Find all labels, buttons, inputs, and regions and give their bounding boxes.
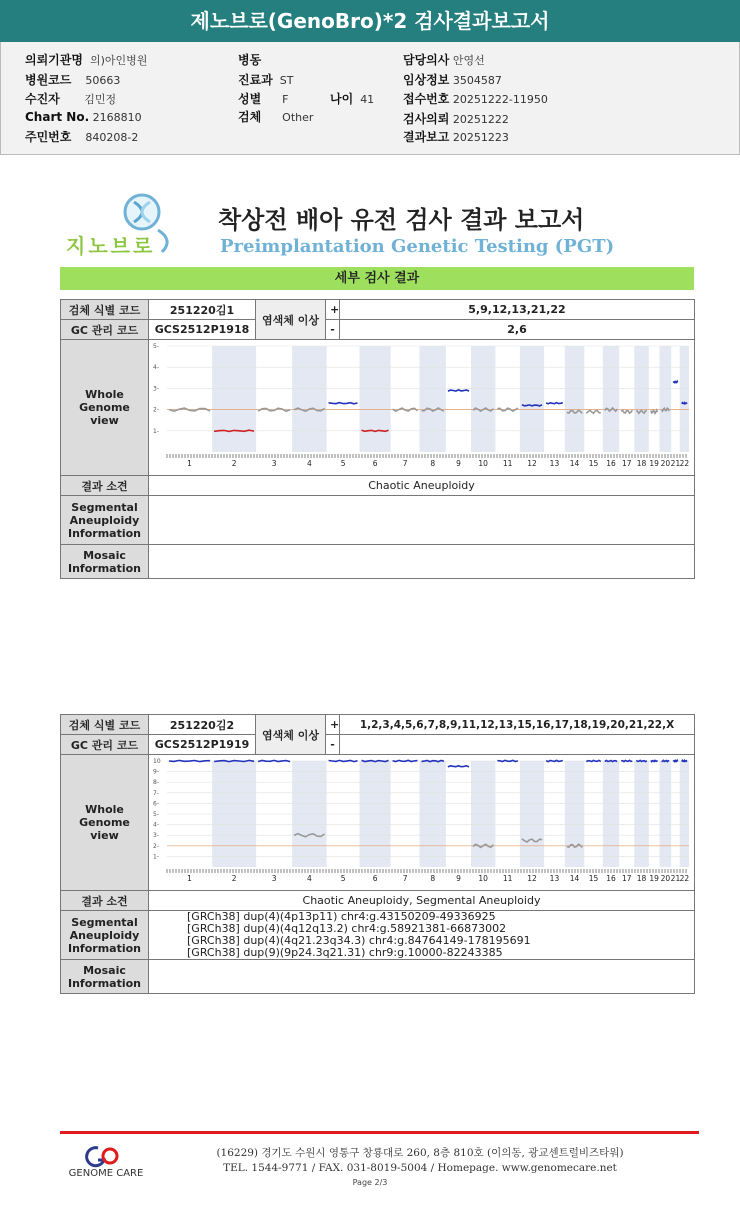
genome-view-chart-1 <box>149 340 694 472</box>
segmental-line: [GRCh38] dup(4)(4q12q13.2) chr4:g.58921381-66873002 <box>187 922 507 935</box>
segmental-line: [GRCh38] dup(9)(9p24.3q21.31) chr9:g.10000-82243385 <box>187 946 503 959</box>
info-institution: 의뢰기관명 의)아인병원 <box>25 53 148 67</box>
page-number: Page 2/3 <box>352 1178 388 1187</box>
chromosome-label: 5 <box>340 874 346 883</box>
chromosome-band <box>565 346 584 452</box>
label-result: 결과 소견 <box>61 476 149 496</box>
mosaic-info <box>149 960 695 994</box>
label-gc-code: GC 관리 코드 <box>61 735 149 755</box>
segmental-info <box>149 911 695 960</box>
genome-care-text: GENOME CARE <box>68 1168 144 1179</box>
segment-line <box>682 760 687 761</box>
segmental-line: [GRCh38] dup(4)(4q21.23q34.3) chr4:g.84764149-178195691 <box>187 934 531 947</box>
segment-line <box>621 410 632 413</box>
y-tick-label: 7- <box>153 789 159 797</box>
segment-line <box>636 760 647 761</box>
chromosome-band <box>360 346 391 452</box>
chromosome-label: 5 <box>340 459 346 468</box>
info-doctor: 담당의사 안영선 <box>403 53 485 67</box>
report-header-title: 제노브로(GenoBro)*2 검사결과보고서 <box>0 0 740 42</box>
y-tick-label: 5- <box>153 343 159 350</box>
chromosome-band <box>634 346 649 452</box>
label-mosaic: Mosaic Information <box>61 545 149 579</box>
chromosome-label: 7 <box>402 874 408 883</box>
segment-line <box>422 761 444 762</box>
label-result: 결과 소견 <box>61 891 149 911</box>
y-tick-label: 6- <box>153 800 159 808</box>
sample-id-value: 251220김2 <box>149 715 256 735</box>
gc-code-value: GCS2512P1919 <box>149 735 256 755</box>
chromosome-label: 16 <box>606 459 616 468</box>
chromosome-label: 1 <box>187 874 192 883</box>
segment-line <box>448 390 469 391</box>
chromosome-label: 21 <box>670 459 681 468</box>
genome-view-chart-2 <box>149 755 694 887</box>
chromosome-label: 18 <box>636 459 647 468</box>
y-tick-label: 4- <box>153 364 159 372</box>
label-wgv: Whole Genome view <box>61 755 149 891</box>
segment-line <box>497 760 518 761</box>
report-title-en: Preimplantation Genetic Testing (PGT) <box>220 236 615 257</box>
chromosome-label: 22 <box>679 459 690 468</box>
plus-sign: + <box>326 715 340 735</box>
info-clinical: 임상정보 3504587 <box>403 73 502 87</box>
info-age: 나이 41 <box>330 92 375 106</box>
loss-chromosomes <box>340 735 695 755</box>
genome-view-1 <box>149 340 695 476</box>
chromosome-label: 20 <box>660 459 671 468</box>
section-title: 세부 검사 결과 <box>60 267 694 290</box>
segment-line <box>448 766 469 767</box>
chromosome-label: 12 <box>527 874 537 883</box>
chromosome-band <box>603 346 619 452</box>
chromosome-label: 15 <box>588 874 599 883</box>
segment-line <box>673 381 678 382</box>
report-title-ko: 착상전 배아 유전 검사 결과 보고서 <box>218 206 585 234</box>
loss-chromosomes: 2,6 <box>340 320 695 340</box>
chromosome-label: 2 <box>231 459 237 468</box>
chromosome-label: 1 <box>187 459 192 468</box>
y-tick-label: 10 <box>153 758 161 765</box>
genobro-logo <box>62 190 180 262</box>
info-hospital-code: 병원코드 50663 <box>25 73 121 87</box>
gain-chromosomes: 1,2,3,4,5,6,7,8,9,11,12,13,15,16,17,18,19,20,21,22,X <box>340 715 695 735</box>
info-request-date: 검사의뢰 20251222 <box>403 112 509 126</box>
y-tick-label: 9- <box>153 768 159 776</box>
segment-line <box>662 760 670 761</box>
chromosome-label: 10 <box>478 459 488 468</box>
chromosome-label: 7 <box>402 459 408 468</box>
segment-line <box>169 760 210 761</box>
segment-line <box>586 410 601 413</box>
chromosome-label: 4 <box>306 459 312 468</box>
label-gc-code: GC 관리 코드 <box>61 320 149 340</box>
gain-chromosomes: 5,9,12,13,21,22 <box>340 300 695 320</box>
gc-code-value: GCS2512P1918 <box>149 320 256 340</box>
label-wgv: Whole Genome view <box>61 340 149 476</box>
chromosome-label: 6 <box>372 459 378 468</box>
segment-line <box>362 760 389 761</box>
chromosome-label: 17 <box>621 459 632 468</box>
info-department: 진료과 ST <box>238 73 294 87</box>
minus-sign: - <box>326 735 340 755</box>
chromosome-label: 19 <box>649 874 659 883</box>
label-mosaic: Mosaic Information <box>61 960 149 994</box>
chromosome-label: 18 <box>636 874 647 883</box>
label-segmental: Segmental Aneuploidy Information <box>61 911 149 960</box>
segment-line <box>393 760 418 761</box>
chromosome-band <box>680 346 689 452</box>
y-tick-label: 5- <box>153 811 159 818</box>
chromosome-band <box>420 346 446 452</box>
chromosome-label: 14 <box>569 459 580 468</box>
y-tick-label: 3- <box>153 385 159 393</box>
info-report-date: 결과보고 20251223 <box>403 130 509 144</box>
chromosome-label: 16 <box>606 874 616 883</box>
segment-line <box>586 760 601 761</box>
chromosome-label: 20 <box>660 874 671 883</box>
info-patient: 수진자 김민정 <box>25 92 117 106</box>
chromosome-label: 17 <box>621 874 632 883</box>
footer-address: (16229) 경기도 수원시 영통구 창룡대로 260, 8층 810호 (이의동, 광교센트럴비즈타워) TEL. 1544-9771 / FAX. 031-8019-5004 / Homepage. www.genomecare.net <box>216 1147 624 1174</box>
mosaic-info <box>149 545 695 579</box>
info-ward: 병동 <box>238 53 262 67</box>
y-tick-label: 1- <box>153 427 159 435</box>
label-sample-id: 검체 식별 코드 <box>61 300 149 320</box>
segmental-info <box>149 496 695 545</box>
chromosome-label: 4 <box>306 874 312 883</box>
label-segmental: Segmental Aneuploidy Information <box>61 496 149 545</box>
chromosome-label: 9 <box>456 459 461 468</box>
y-tick-label: 4- <box>153 821 159 829</box>
y-tick-label: 1- <box>153 853 159 861</box>
segment-line <box>651 760 658 761</box>
chromosome-label: 13 <box>549 459 560 468</box>
chromosome-band <box>292 346 327 452</box>
chromosome-label: 13 <box>549 874 560 883</box>
info-receipt-no: 접수번호 20251222-11950 <box>403 92 548 106</box>
chromosome-label: 14 <box>569 874 580 883</box>
sample-1-table <box>60 299 695 579</box>
segment-line <box>605 760 617 761</box>
segment-line <box>329 403 358 404</box>
chromosome-label: 22 <box>679 874 690 883</box>
segment-line <box>329 760 358 761</box>
chromosome-band <box>660 346 672 452</box>
label-sample-id: 검체 식별 코드 <box>61 715 149 735</box>
segment-line <box>546 403 563 404</box>
result-text: Chaotic Aneuploidy, Segmental Aneuploidy <box>149 891 695 911</box>
info-specimen: 검체 Other <box>238 110 314 124</box>
info-resident-no: 주민번호 840208-2 <box>25 130 139 144</box>
logo-text: 지노브로 <box>66 234 156 258</box>
chromosome-label: 15 <box>588 459 599 468</box>
chromosome-label: 10 <box>478 874 488 883</box>
label-abnormal: 염색체 이상 <box>256 300 326 340</box>
chromosome-label: 11 <box>502 874 513 883</box>
chromosome-label: 3 <box>271 874 277 883</box>
segment-line <box>621 760 632 761</box>
chromosome-label: 11 <box>502 459 513 468</box>
chromosome-label: 19 <box>649 459 659 468</box>
segment-line <box>651 410 658 413</box>
genome-care-logo <box>60 1142 160 1188</box>
sample-id-value: 251220김1 <box>149 300 256 320</box>
sample-2-table <box>60 714 695 994</box>
chromosome-label: 3 <box>271 459 277 468</box>
y-tick-label: 2- <box>153 406 159 414</box>
minus-sign: - <box>326 320 340 340</box>
genome-view-2 <box>149 755 695 891</box>
y-tick-label: 2- <box>153 842 159 850</box>
chromosome-label: 6 <box>372 874 378 883</box>
chromosome-label: 12 <box>527 459 537 468</box>
segment-line <box>546 760 563 761</box>
y-tick-label: 8- <box>153 779 159 787</box>
chromosome-band <box>520 346 544 452</box>
info-chart-no: Chart No. 2168810 <box>25 110 142 124</box>
chromosome-band <box>471 346 495 452</box>
footer-divider <box>60 1131 699 1134</box>
plus-sign: + <box>326 300 340 320</box>
chromosome-label: 8 <box>430 459 436 468</box>
chromosome-label: 8 <box>430 874 436 883</box>
patient-info-panel <box>0 42 740 155</box>
chromosome-label: 2 <box>231 874 237 883</box>
y-tick-label: 3- <box>153 832 159 840</box>
segment-line <box>258 760 290 761</box>
info-sex: 성별 F <box>238 92 289 106</box>
chromosome-label: 21 <box>670 874 681 883</box>
chromosome-label: 9 <box>456 874 461 883</box>
segmental-line: [GRCh38] dup(4)(4p13p11) chr4:g.43150209-49336925 <box>187 910 496 923</box>
result-text: Chaotic Aneuploidy <box>149 476 695 496</box>
segment-line <box>682 403 687 404</box>
segment-line <box>673 760 678 761</box>
chromosome-band <box>212 346 256 452</box>
label-abnormal: 염색체 이상 <box>256 715 326 755</box>
